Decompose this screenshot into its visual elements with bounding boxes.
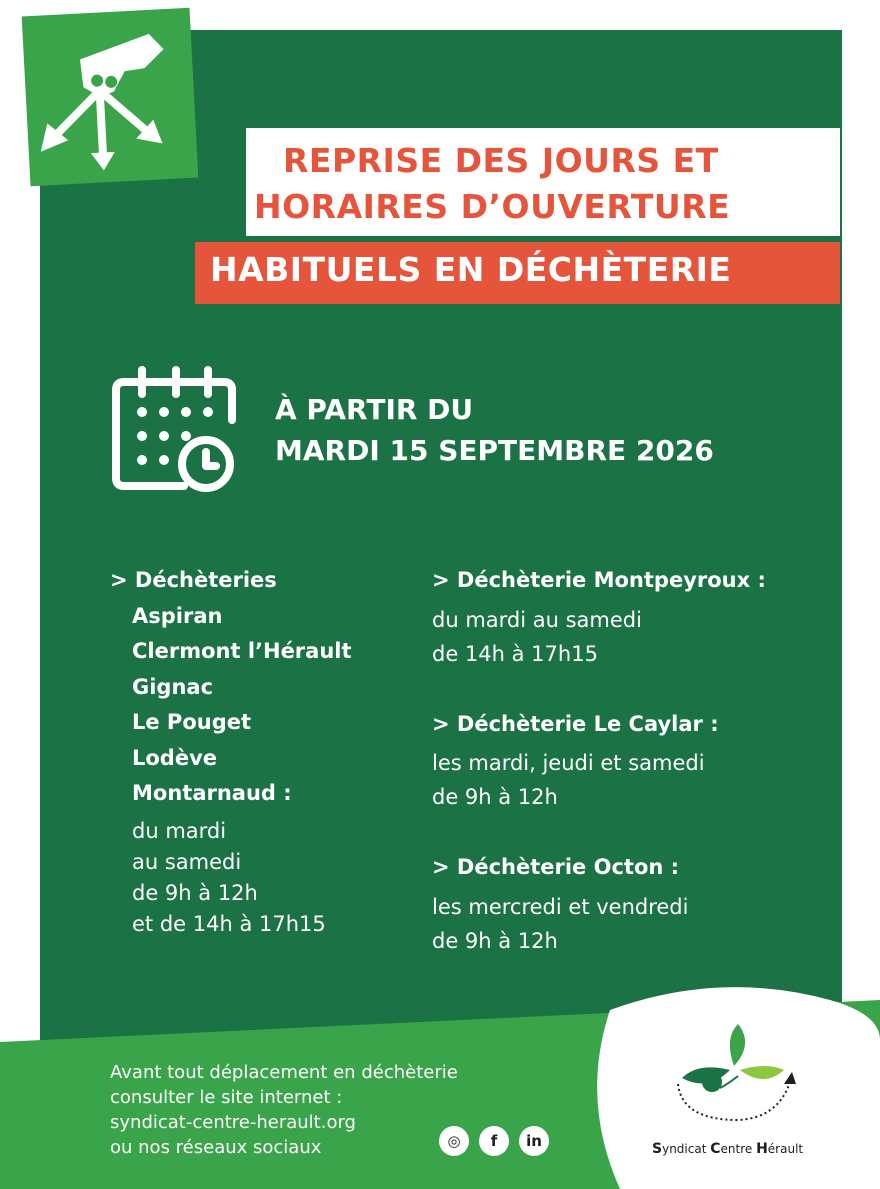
montpeyroux-line-2: de 14h à 17h15 [432, 641, 598, 666]
left-heading: > Déchèteries [110, 568, 277, 592]
org-letter-h: H [756, 1141, 768, 1157]
leaf-logo [668, 1022, 808, 1132]
site-gignac: Gignac [132, 674, 214, 699]
linkedin-icon[interactable]: in [519, 1126, 549, 1156]
montpeyroux-heading: > Déchèterie Montpeyroux : [432, 568, 766, 592]
montpeyroux-line-1: du mardi au samedi [432, 607, 642, 632]
calendar-clock-icon [106, 360, 246, 500]
title-line-3: HABITUELS EN DÉCHÈTERIE [210, 250, 732, 289]
org-word-2: entre [720, 1142, 757, 1156]
org-letter-s: S [652, 1141, 663, 1157]
footer-website-link[interactable]: syndicat-centre-herault.org [110, 1112, 356, 1133]
left-column [110, 563, 352, 940]
footer-text [110, 1060, 458, 1160]
facebook-icon[interactable]: f [479, 1126, 509, 1156]
org-word-3: érault [767, 1142, 804, 1156]
org-letter-c: C [710, 1141, 721, 1157]
hand-arrows-logo [22, 8, 199, 187]
left-hours-4: et de 14h à 17h15 [132, 911, 326, 936]
montpeyroux-block [432, 563, 766, 671]
left-hours-2: au samedi [132, 849, 242, 874]
octon-block [432, 850, 766, 958]
octon-line-1: les mercredi et vendredi [432, 894, 689, 919]
instagram-icon[interactable]: ◎ [439, 1126, 469, 1156]
site-montarnaud: Montarnaud : [132, 781, 292, 805]
right-column [432, 563, 766, 958]
octon-heading: > Déchèterie Octon : [432, 855, 680, 879]
le-caylar-heading: > Déchèterie Le Caylar : [432, 711, 719, 736]
site-le-pouget: Le Pouget [132, 710, 252, 734]
left-hours-3: de 9h à 12h [132, 880, 258, 905]
left-hours-1: du mardi [132, 818, 227, 843]
title-line-2: HORAIRES D’OUVERTURE [254, 187, 731, 226]
footer-line-1: Avant tout déplacement en déchèterie [110, 1062, 458, 1083]
footer-line-4: ou nos réseaux sociaux [110, 1137, 322, 1158]
title-line-1: REPRISE DES JOURS ET [283, 141, 719, 180]
organization-name [652, 1141, 803, 1157]
site-aspiran: Aspiran [132, 603, 223, 628]
org-word-1: yndicat [662, 1142, 711, 1156]
date-line-2: MARDI 15 SEPTEMBRE 2026 [275, 434, 714, 467]
le-caylar-line-2: de 9h à 12h [432, 785, 558, 809]
le-caylar-block [432, 707, 766, 815]
octon-line-2: de 9h à 12h [432, 928, 558, 953]
site-clermont: Clermont l’Hérault [132, 639, 352, 663]
le-caylar-line-1: les mardi, jeudi et samedi [432, 751, 705, 775]
date-line-1: À PARTIR DU [275, 393, 474, 426]
footer-line-2: consulter le site internet : [110, 1087, 343, 1108]
site-lodeve: Lodève [132, 745, 218, 770]
